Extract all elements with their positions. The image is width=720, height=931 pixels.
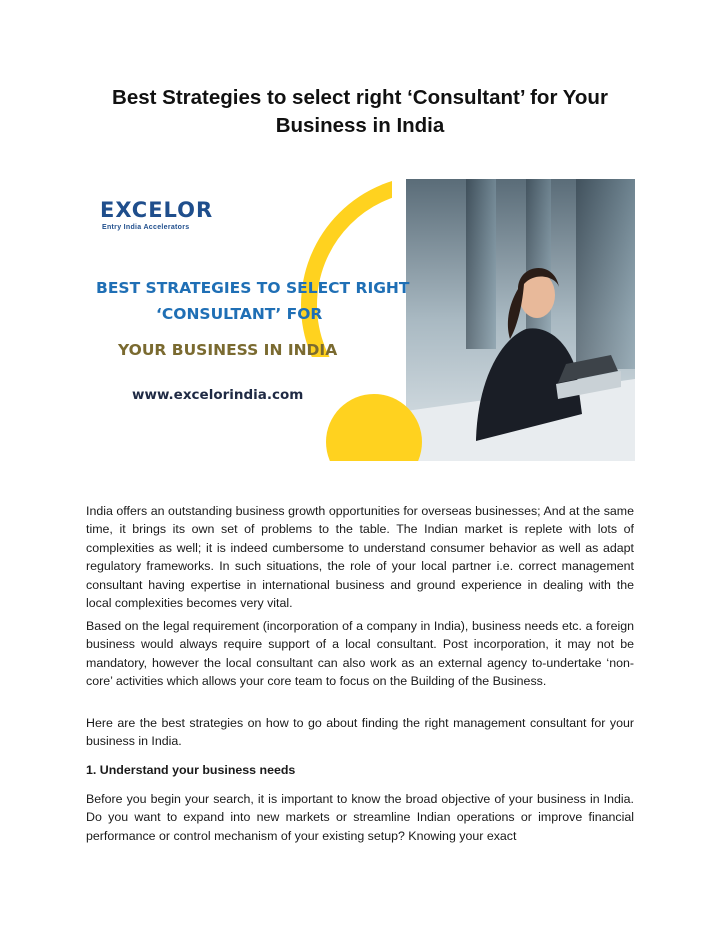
title-line-2: Business in India: [275, 114, 445, 137]
logo-tagline: Entry India Accelerators: [102, 224, 190, 231]
document-title: [60, 84, 660, 140]
excelor-logo: [100, 198, 230, 230]
section-heading-1: 1. Understand your business needs: [86, 763, 296, 777]
paragraph-legal: Based on the legal requirement (incorporation of a company in India), business needs etc. a foreign business would always require support of a local consultant. Post incorporation, it may not be mandatory, however the local consultant can also work as an external agency to-undertake ‘non-core’ activities which allows your core team to focus on the Building of the Business.: [86, 619, 634, 689]
businesswoman-photo: [406, 179, 635, 461]
logo-wordmark: EXCELOR: [100, 198, 214, 222]
paragraph-intro: India offers an outstanding business growth opportunities for overseas businesses; And at the same time, it brings its own set of problems to the table. The Indian market is replete with lots of complexities as well; it is indeed cumbersome to understand consumer behavior as well as adapt regulatory frameworks. In such situations, the role of your local partner i.e. correct management consultant having expertise in international business and ground experience in dealing with the local complexities becomes very vital.: [86, 504, 634, 611]
banner-headline-line-3: YOUR BUSINESS IN INDIA: [118, 341, 338, 359]
title-line-1: Best Strategies to select right ‘Consultant’ for Your: [112, 86, 608, 109]
paragraph-business-needs: Before you begin your search, it is important to know the broad objective of your business in India. Do you want to expand into new markets or streamline Indian operations or improve financial performance or control mechanism of your existing setup? Knowing your exact: [86, 792, 634, 843]
banner-headline-line-1: BEST STRATEGIES TO SELECT RIGHT: [96, 279, 410, 297]
banner-website: www.excelorindia.com: [132, 387, 304, 403]
banner-headline-line-2: ‘CONSULTANT’ FOR: [156, 305, 323, 323]
hero-banner-image: [86, 179, 635, 461]
paragraph-strategies-intro: Here are the best strategies on how to go about finding the right management consultant for your business in India.: [86, 716, 634, 749]
